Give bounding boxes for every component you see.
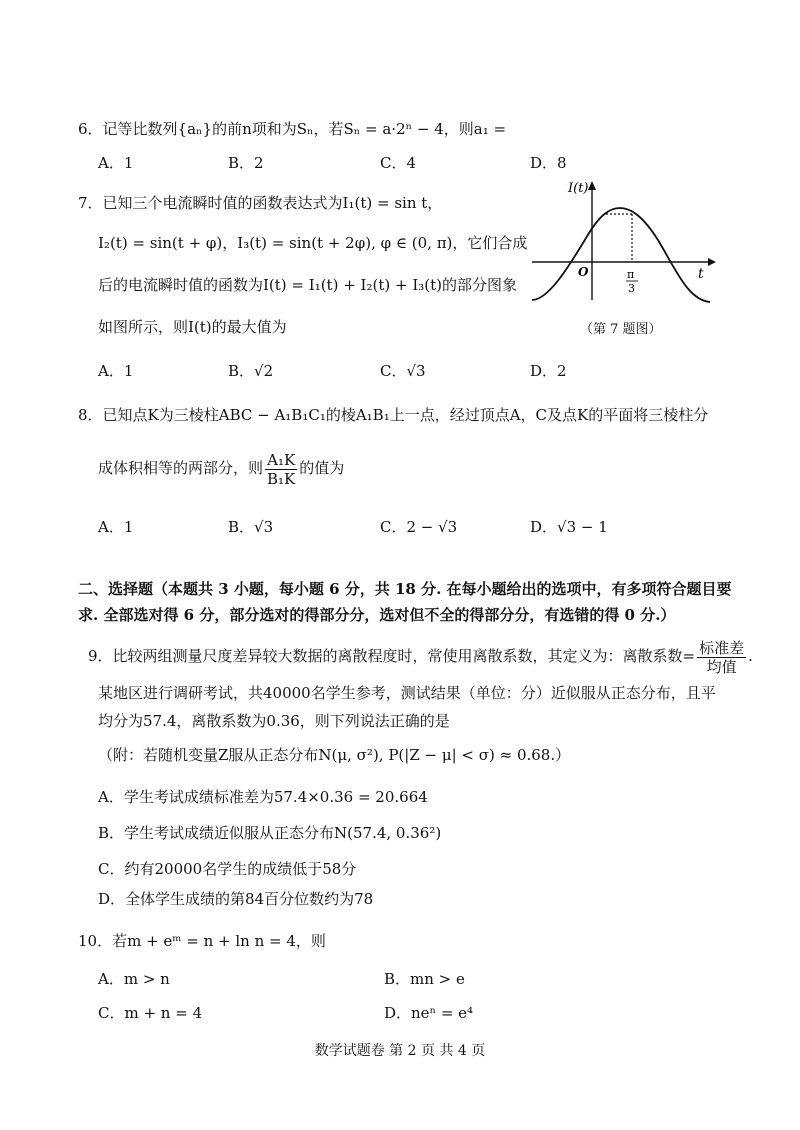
q6-stem: 6．记等比数列{aₙ}的前n项和为Sₙ，若Sₙ = a·2ⁿ − 4，则a₁ = xyxy=(78,120,507,138)
q8-option-d: D．√3 − 1 xyxy=(530,518,608,536)
tick-3-label: 3 xyxy=(628,282,635,295)
q7-line-3: 后的电流瞬时值的函数为I(t) = I₁(t) + I₂(t) + I₃(t)的部分图象 xyxy=(98,276,517,294)
q6-option-c: C．4 xyxy=(380,154,417,172)
q8-line-2-prefix: 成体积相等的两部分，则 xyxy=(98,459,264,477)
section-2-header-line-2: 求. 全部选对得 6 分，部分选对的得部分分，选对但不全的得部分分，有选错的得 0 分.） xyxy=(78,606,676,624)
q10-option-c: C．m + n = 4 xyxy=(98,1004,203,1022)
q6-option-b: B．2 xyxy=(228,154,264,172)
q10-option-a: A．m > n xyxy=(98,970,170,988)
y-axis-label: I(t) xyxy=(568,181,589,196)
q8-line-1: 8．已知点K为三棱柱ABC − A₁B₁C₁的棱A₁B₁上一点，经过顶点A，C及点K的平面将三棱柱分 xyxy=(78,406,709,424)
q7-line-4: 如图所示，则I(t)的最大值为 xyxy=(98,318,287,336)
q9-line-3: 均分为57.4，离散系数为0.36，则下列说法正确的是 xyxy=(98,712,450,730)
q6-option-a: A．1 xyxy=(98,154,134,172)
q9-option-a: A．学生考试成绩标准差为57.4×0.36 = 20.664 xyxy=(98,788,428,806)
q9-fraction-numerator: 标准差 xyxy=(699,638,745,657)
q8-option-c: C．2 − √3 xyxy=(380,518,458,536)
y-axis-arrow xyxy=(588,181,596,190)
x-axis-label: t xyxy=(698,266,704,282)
q10-option-b: B．mn > e xyxy=(384,970,465,988)
q9-option-d: D．全体学生成绩的第84百分位数约为78 xyxy=(98,890,374,908)
q7-option-d: D．2 xyxy=(530,362,567,380)
q8-fraction-denominator: B₁K xyxy=(267,469,296,488)
q9-line-4: （附：若随机变量Z服从正态分布N(μ, σ²), P(|Z − μ| < σ) ≈ 0.68.） xyxy=(98,746,571,764)
q7-line-1: 7．已知三个电流瞬时值的函数表达式为I₁(t) = sin t， xyxy=(78,194,443,212)
q8-option-b: B．√3 xyxy=(228,518,274,536)
q7-option-b: B．√2 xyxy=(228,362,274,380)
q7-line-2: I₂(t) = sin(t + φ)，I₃(t) = sin(t + 2φ), φ ∈ (0, π)，它们合成 xyxy=(98,234,528,252)
q10-option-d: D．neⁿ = e⁴ xyxy=(384,1004,474,1022)
x-axis-arrow xyxy=(708,258,716,266)
q8-option-a: A．1 xyxy=(98,518,134,536)
q8-fraction-numerator: A₁K xyxy=(265,451,297,470)
q9-line-2: 某地区进行调研考试，共40000名学生参考，测试结果（单位：分）近似服从正态分布，且平 xyxy=(98,684,716,702)
q9-line-1-suffix: . xyxy=(748,647,753,665)
q9-option-b: B．学生考试成绩近似服从正态分布N(57.4, 0.36²) xyxy=(98,824,442,842)
q7-option-a: A．1 xyxy=(98,362,134,380)
q9-fraction-denominator: 均值 xyxy=(706,657,737,676)
origin-label: O xyxy=(578,265,589,279)
q8-fraction xyxy=(265,451,297,488)
q8-line-2-suffix: 的值为 xyxy=(299,459,345,477)
q9-line-1 xyxy=(88,636,753,676)
sine-curve xyxy=(532,208,710,302)
q10-stem: 10．若m + eᵐ = n + ln n = 4，则 xyxy=(78,932,326,950)
q9-line-1-prefix: 9．比较两组测量尺度差异较大数据的离散程度时，常使用离散系数，其定义为：离散系数= xyxy=(88,647,696,665)
q8-line-2 xyxy=(98,448,344,488)
q9-fraction xyxy=(697,639,746,676)
page-footer: 数学试题卷 第 2 页 共 4 页 xyxy=(314,1043,486,1059)
tick-pi-label: π xyxy=(627,268,635,281)
section-2-header-line-1: 二、选择题（本题共 3 小题，每小题 6 分，共 18 分. 在每小题给出的选项中，有多项符合题目要 xyxy=(78,580,732,598)
q7-option-c: C．√3 xyxy=(380,362,426,380)
q9-option-c: C．约有20000名学生的成绩低于58分 xyxy=(98,860,357,878)
q7-current-graph xyxy=(528,178,718,308)
q7-figure-caption: （第 7 题图） xyxy=(580,322,662,337)
q6-option-d: D．8 xyxy=(530,154,567,172)
